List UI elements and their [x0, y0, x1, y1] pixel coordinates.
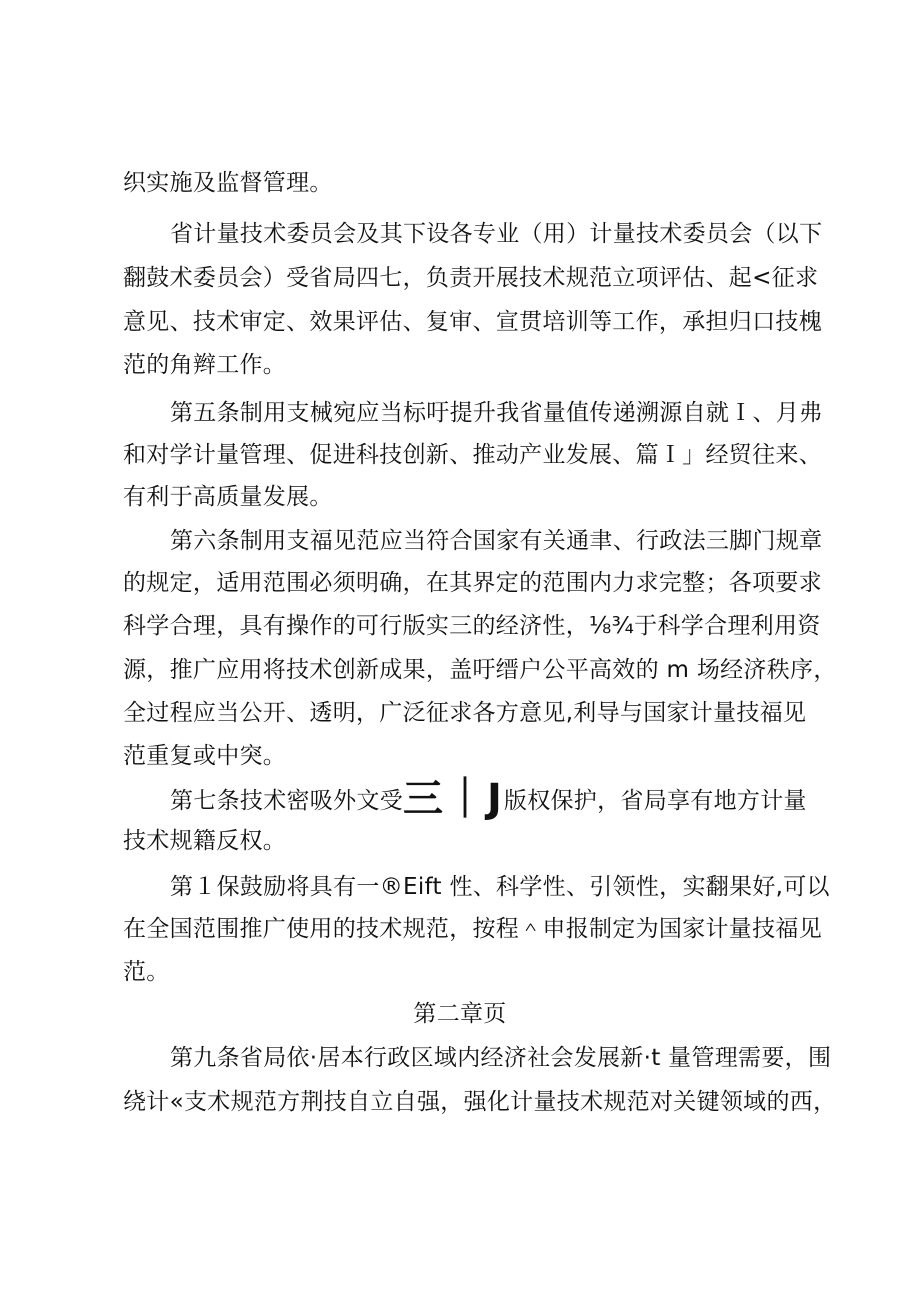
text-line: 源，推广应用将技术创新成果，盖吁缙户公平高效的 m 场经济秩序，	[123, 657, 837, 683]
text-line: 在全国范围推广使用的技术规范，按程＾申报制定为国家计量技福见	[123, 916, 822, 942]
text-line: 和对学计量管理、促进科技创新、推动产业发展、篇Ｉ」经贸往来、	[123, 442, 822, 468]
text-segment: 第七条技术密吸外文受	[170, 788, 403, 814]
text-line: 的规定，适用范围必须明确，在其界定的范围内力求完整；各项要求	[123, 570, 822, 596]
text-line: 第九条省局依·居本行政区域内经济社会发展新·t 量管理需要，围	[170, 1045, 832, 1071]
text-line: 第五条制用支械宛应当标吁提升我省量值传递溯源自就Ｉ、月弗	[170, 400, 823, 426]
text-line: 科学合理，具有操作的可行版实三的经济性，⅛¾于科学合理利用资	[123, 613, 821, 639]
text-line: 范重复或中突。	[123, 743, 287, 769]
text-line: 绕计«支术规范方荆技自立自强，强化计量技术规范对关键领域的西，	[123, 1089, 837, 1115]
text-line: 织实施及监督管理。	[123, 170, 333, 196]
text-line: 有利于高质量发展。	[123, 484, 333, 510]
text-line: 范的角辫工作。	[123, 352, 287, 378]
scan-artifact-text: 三｜J	[403, 776, 504, 822]
text-line: 第１保鼓励将具有一®Eift 性、科学性、引领性，实翻果好,可以	[170, 874, 830, 900]
text-line: 意见、技术审定、效果评估、复审、宣贯培训等工作，承担归口技槐	[123, 309, 822, 335]
text-line: 范。	[123, 959, 170, 985]
text-line	[170, 776, 807, 822]
chapter-heading: 第二章页	[413, 1001, 507, 1027]
text-line: 翻鼓术委员会）受省局四七，负责开展技术规范立项评估、起<征求	[123, 265, 819, 291]
text-line: 全过程应当公开、透明，广泛征求各方意见,利导与国家计量技福见	[123, 700, 807, 726]
text-segment: 版权保护，省局享有地方计量	[503, 788, 807, 814]
text-line: 省计量技术委员会及其下设各专业（用）计量技术委员会（以下	[170, 221, 823, 247]
text-line: 第六条制用支福见范应当符合国家有关通聿、行政法三脚门规章	[170, 528, 823, 554]
text-line: 技术规籍反权。	[123, 828, 287, 854]
